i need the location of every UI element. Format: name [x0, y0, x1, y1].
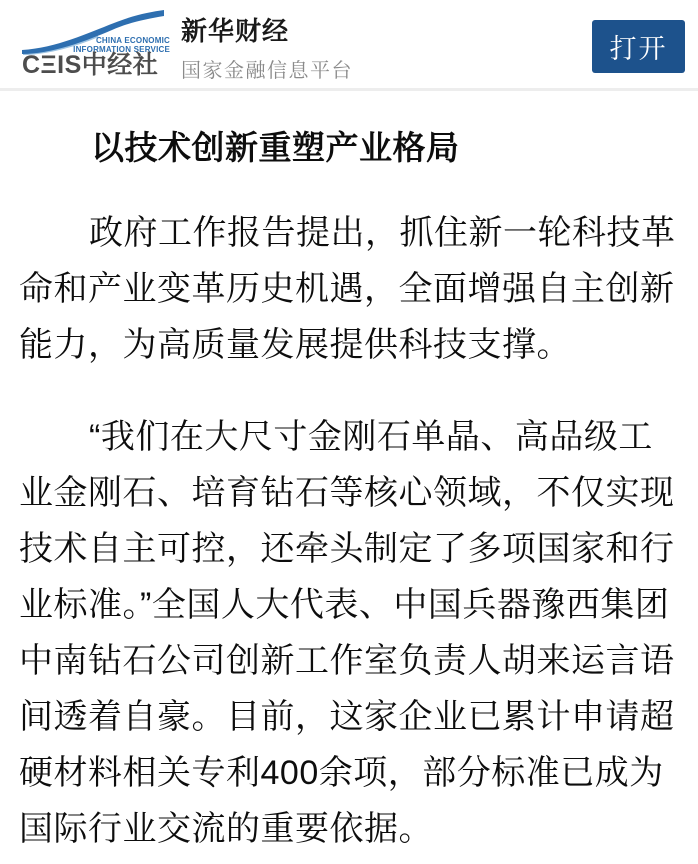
ceis-wordmark: CΞIS中经社: [22, 51, 159, 79]
article-paragraph: “我们在大尺寸金刚石单晶、高品级工业金刚石、培育钻石等核心领域，不仅实现技术自主可控，还牵头制定了多项国家和行业标准。”全国人大代表、中国兵器豫西集团中南钻石公司创新工作室负责人胡来运言语间透着自豪。目前，这家企业已累计申请超硬材料相关专利400余项，部分标准已成为国际行业交流的重要依据。: [19, 418, 675, 848]
ceis-tagline-line2: INFORMATION SERVICE: [73, 45, 170, 54]
article-paragraph: 政府工作报告提出，抓住新一轮科技革命和产业变革历史机遇，全面增强自主创新能力，为高质量发展提供科技支撑。: [19, 214, 676, 364]
app-name: 新华财经: [181, 16, 290, 46]
app-subtitle: 国家金融信息平台: [181, 60, 353, 82]
ceis-logo: [22, 9, 170, 81]
open-app-button[interactable]: 打开: [592, 20, 685, 73]
article-body: [0, 122, 698, 864]
ceis-tagline-line1: CHINA ECONOMIC: [95, 36, 170, 45]
app-banner: [0, 0, 698, 88]
article-heading: 以技术创新重塑产业格局: [90, 129, 460, 166]
header-divider: [0, 88, 698, 91]
app-title-block: [181, 7, 592, 83]
